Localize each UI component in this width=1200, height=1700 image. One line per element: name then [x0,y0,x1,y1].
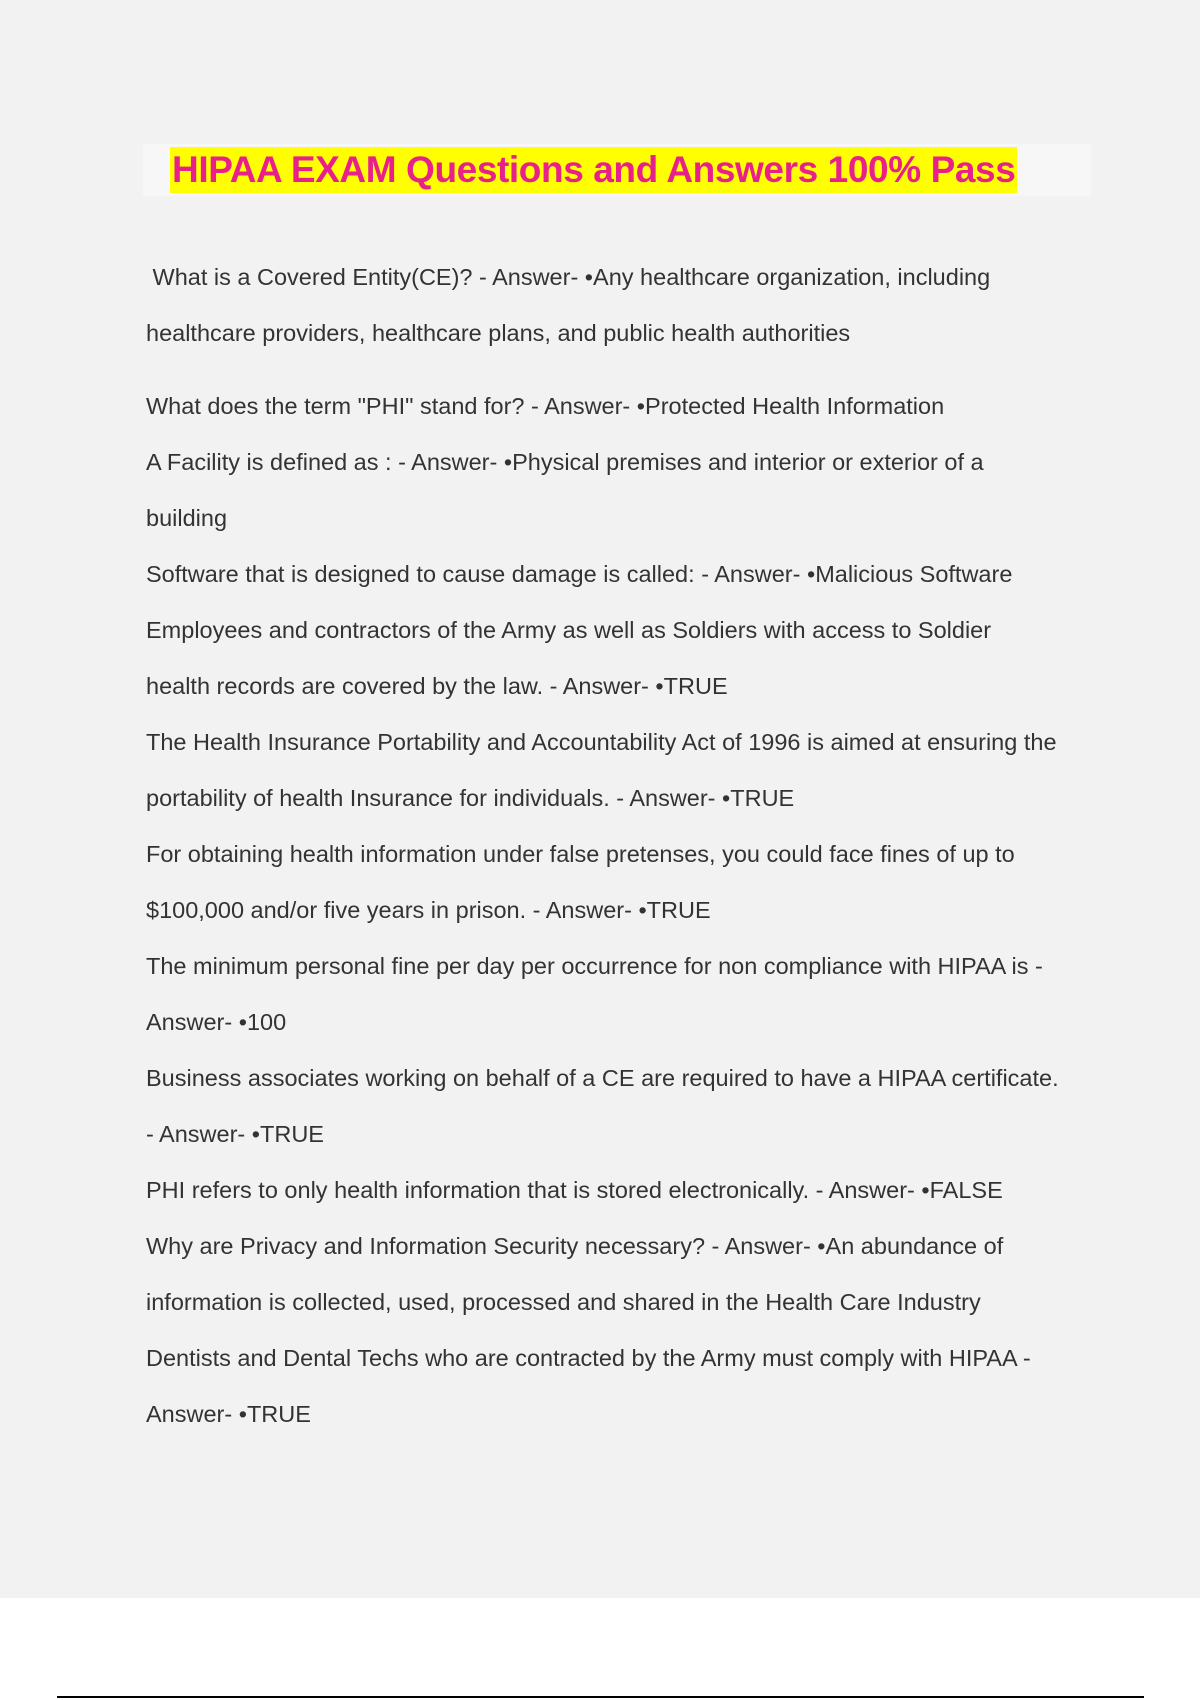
qa-line: information is collected, used, processed and shared in the Health Care Industry [146,1289,981,1315]
qa-line: The Health Insurance Portability and Accountability Act of 1996 is aimed at ensuring the [146,729,1057,755]
qa-line: PHI refers to only health information that is stored electronically. - Answer- •FALSE [146,1177,1003,1203]
qa-line: health records are covered by the law. - Answer- •TRUE [146,673,728,699]
document-title: HIPAA EXAM Questions and Answers 100% Pass [170,147,1017,193]
qa-line: The minimum personal fine per day per occurrence for non compliance with HIPAA is - [146,953,1043,979]
qa-line: portability of health Insurance for individuals. - Answer- •TRUE [146,785,795,811]
qa-line: building [146,505,228,531]
qa-line: Answer- •100 [146,1009,287,1035]
qa-line: $100,000 and/or five years in prison. - Answer- •TRUE [146,897,711,923]
qa-line: - Answer- •TRUE [146,1121,324,1147]
paragraph-gap [146,361,1096,378]
qa-line: Why are Privacy and Information Security necessary? - Answer- •An abundance of [146,1233,1004,1259]
qa-line: Employees and contractors of the Army as well as Soldiers with access to Soldier [146,617,992,643]
qa-line: Business associates working on behalf of a CE are required to have a HIPAA certificate. [146,1065,1059,1091]
qa-line: A Facility is defined as : - Answer- •Physical premises and interior or exterior of a [146,449,984,475]
qa-line: For obtaining health information under false pretenses, you could face fines of up to [146,841,1015,867]
qa-line: Answer- •TRUE [146,1401,311,1427]
qa-line: Software that is designed to cause damage is called: - Answer- •Malicious Software [146,561,1013,587]
page-bottom-rule [57,1696,1144,1698]
qa-line: What is a Covered Entity(CE)? - Answer- •Any healthcare organization, including [146,264,991,290]
qa-body [146,249,1096,1442]
qa-line: Dentists and Dental Techs who are contracted by the Army must comply with HIPAA - [146,1345,1031,1371]
qa-line: healthcare providers, healthcare plans, and public health authorities [146,320,851,346]
qa-line: What does the term "PHI" stand for? - Answer- •Protected Health Information [146,393,945,419]
